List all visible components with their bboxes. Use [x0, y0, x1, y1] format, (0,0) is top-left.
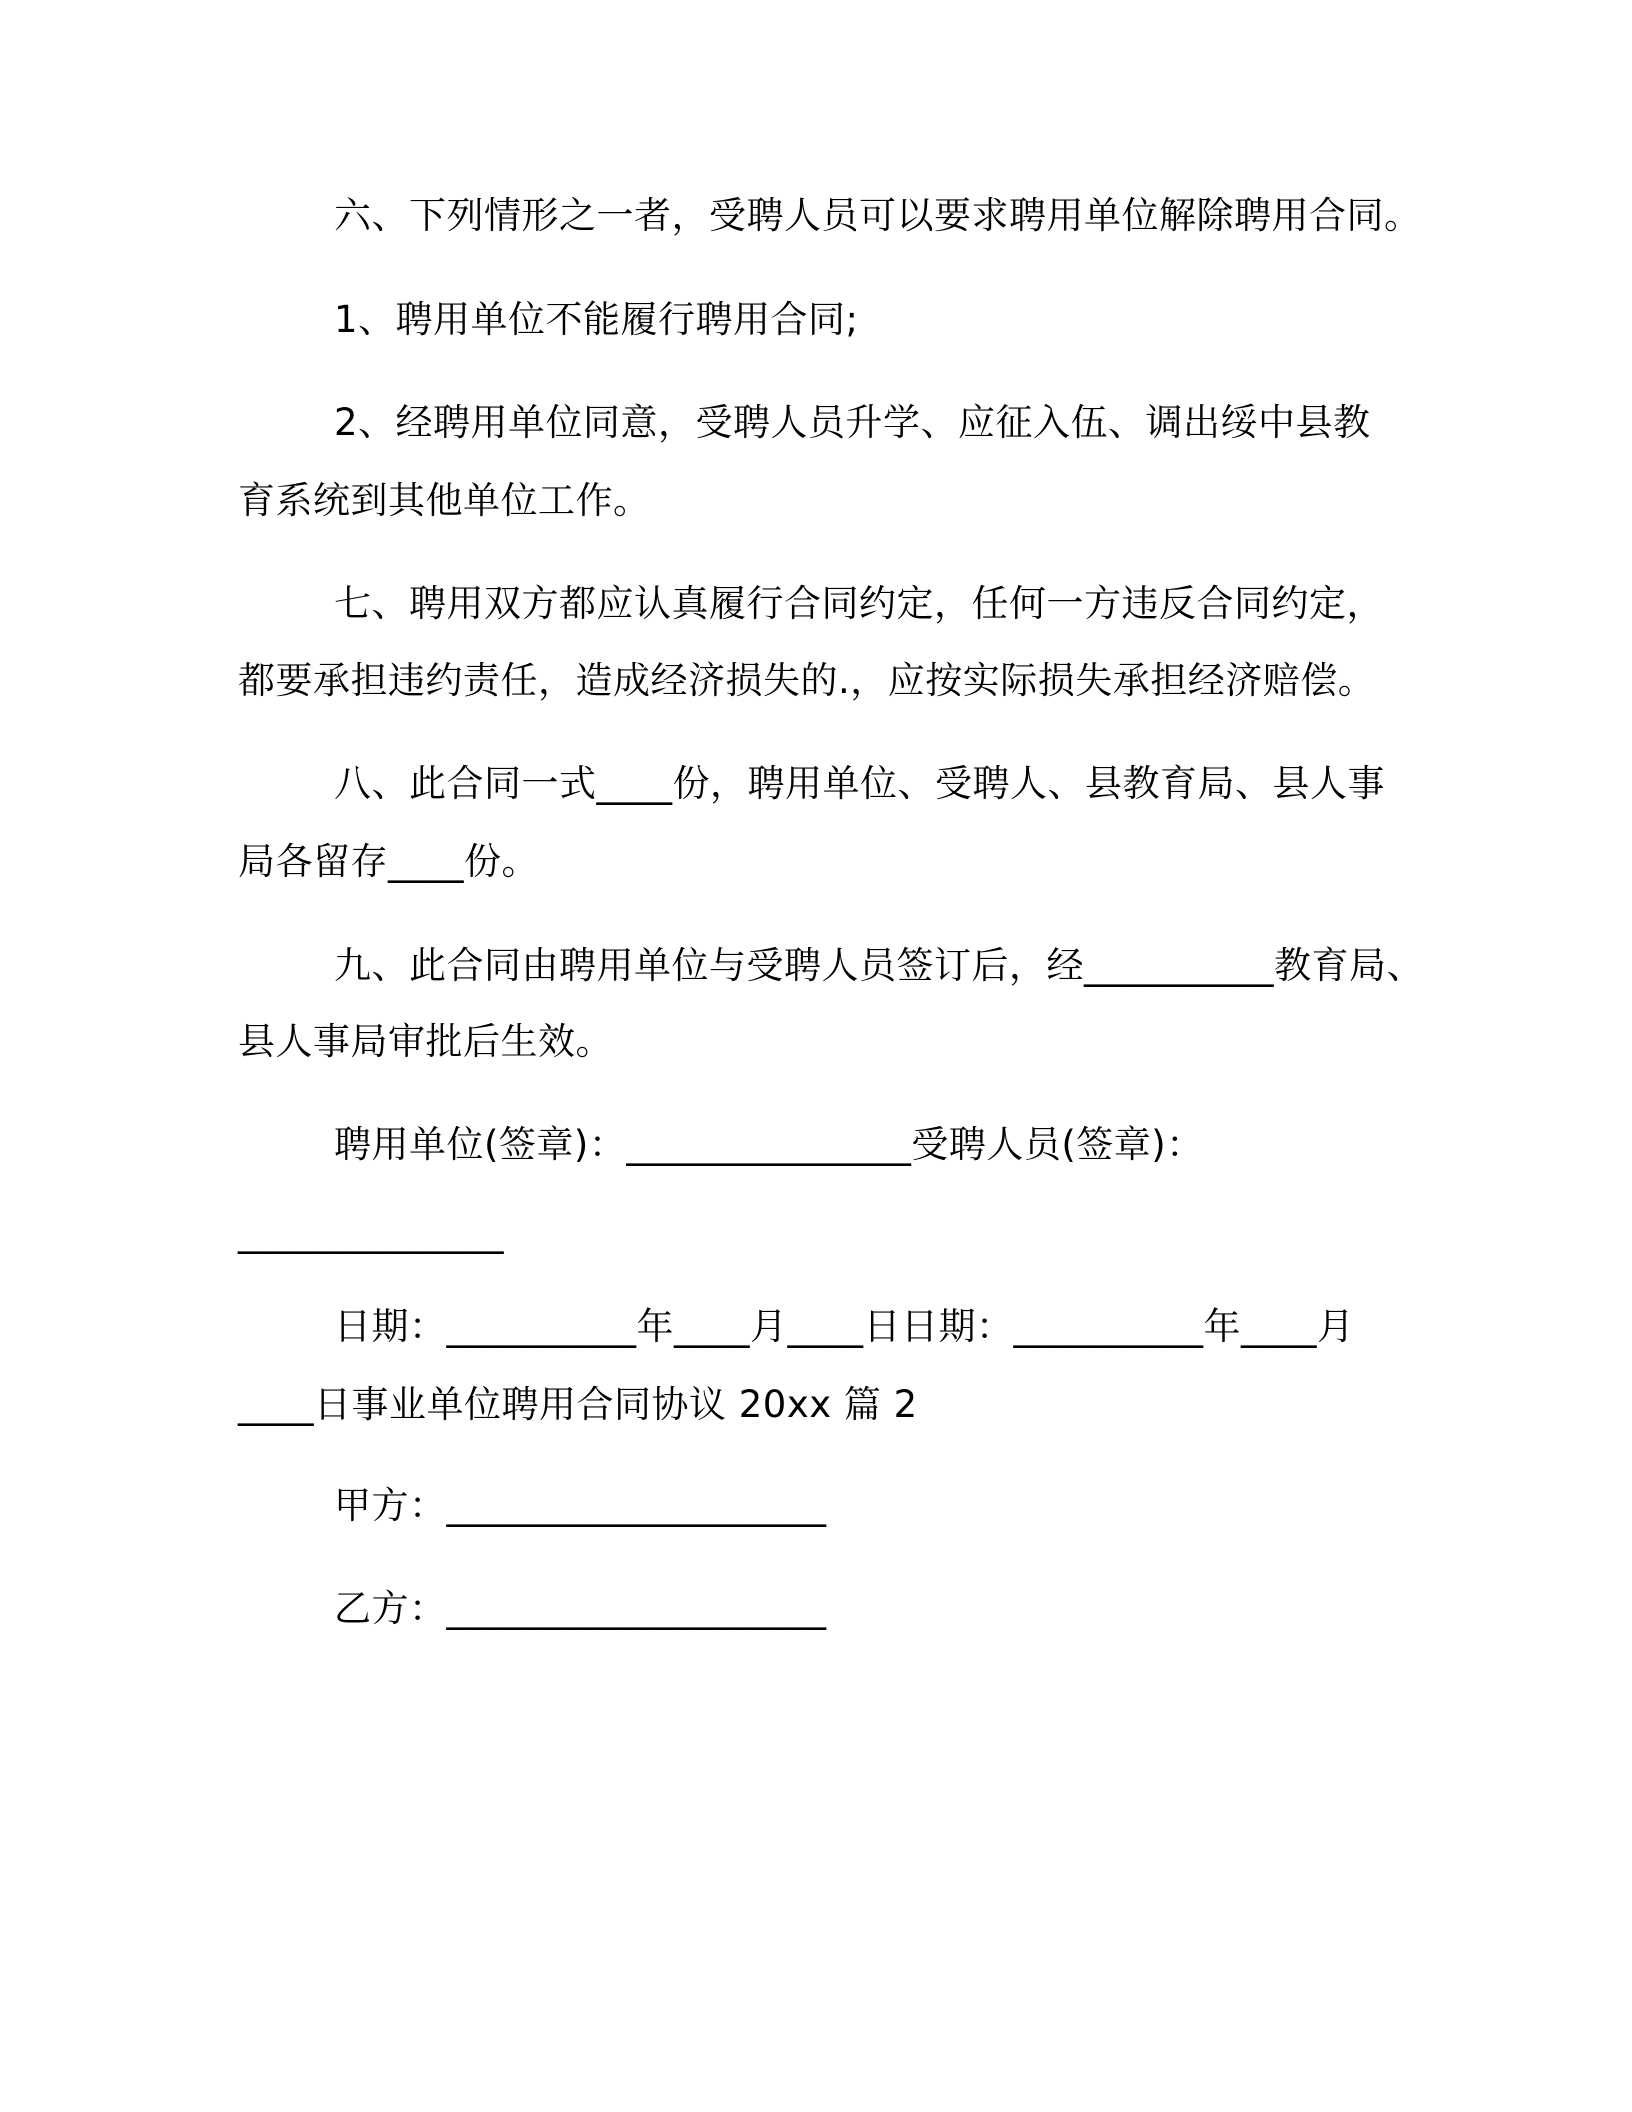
clause-6-item-2-line-1: 2、经聘用单位同意，受聘人员升学、应征入伍、调出绥中县教 — [334, 401, 1371, 444]
clause-8-line-2: 局各留存____份。 — [238, 840, 539, 883]
signature-blank: ______________ — [238, 1211, 504, 1254]
party-b-line: 乙方：____________________ — [334, 1587, 827, 1630]
clause-6-item-1: 1、聘用单位不能履行聘用合同; — [334, 298, 859, 341]
clause-9-line-1: 九、此合同由聘用单位与受聘人员签订后，经__________教育局、 — [334, 944, 1424, 987]
clause-6-item-2-line-2: 育系统到其他单位工作。 — [238, 479, 651, 522]
party-a-line: 甲方：____________________ — [334, 1484, 827, 1527]
signature-line: 聘用单位(签章)：_______________受聘人员(签章)： — [334, 1123, 1204, 1166]
clause-8-line-1: 八、此合同一式____份，聘用单位、受聘人、县教育局、县人事 — [334, 762, 1385, 805]
date-line-continued: ____日事业单位聘用合同协议 20xx 篇 2 — [238, 1383, 918, 1426]
date-line: 日期：__________年____月____日日期：__________年____月 — [334, 1305, 1355, 1348]
clause-7-line-2: 都要承担违约责任，造成经济损失的.，应按实际损失承担经济赔偿。 — [238, 659, 1376, 702]
clause-9-line-2: 县人事局审批后生效。 — [238, 1020, 613, 1063]
clause-7-line-1: 七、聘用双方都应认真履行合同约定，任何一方违反合同约定， — [334, 582, 1384, 625]
clause-6-heading: 六、下列情形之一者，受聘人员可以要求聘用单位解除聘用合同。 — [334, 194, 1422, 237]
